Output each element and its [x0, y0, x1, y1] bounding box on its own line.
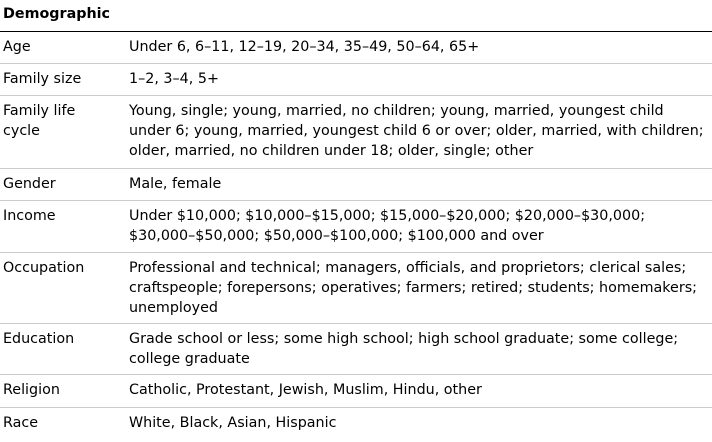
row-value-gender: Male, female [129, 176, 222, 192]
row-value-race: White, Black, Asian, Hispanic [129, 415, 337, 431]
row-value-family-size: 1–2, 3–4, 5+ [129, 71, 219, 87]
row-label-gender: Gender [3, 176, 56, 192]
row-label-occupation: Occupation [3, 260, 85, 276]
table-row-family-size [0, 64, 712, 96]
row-label-family-size: Family size [3, 71, 82, 87]
table-row-race [0, 408, 712, 441]
row-label-age: Age [3, 39, 31, 55]
row-label-family-life-cycle: Family life cycle [3, 103, 76, 139]
row-value-family-life-cycle: Young, single; young, married, no children; young, married, youngest child under 6; young, married, youngest child 6 or over; older, married, with children; older, married, no children under 18; older, single; other [129, 103, 704, 159]
table-row-education [0, 324, 712, 375]
table-row-age [0, 32, 712, 64]
table-row-occupation [0, 253, 712, 324]
table-row-gender [0, 169, 712, 201]
row-label-income: Income [3, 208, 56, 224]
row-value-age: Under 6, 6–11, 12–19, 20–34, 35–49, 50–64, 65+ [129, 39, 480, 55]
table-row-religion [0, 375, 712, 408]
table-header: Demographic [0, 0, 712, 32]
row-value-income: Under $10,000; $10,000–$15,000; $15,000–$20,000; $20,000–$30,000; $30,000–$50,000; $50,000–$100,000; $100,000 and over [129, 208, 646, 244]
row-value-occupation: Professional and technical; managers, officials, and proprietors; clerical sales; craftspeople; forepersons; operatives; farmers; retired; students; homemakers; unemployed [129, 260, 697, 316]
table-row-family-life-cycle [0, 96, 712, 169]
row-label-religion: Religion [3, 382, 60, 398]
row-label-race: Race [3, 415, 39, 431]
row-value-religion: Catholic, Protestant, Jewish, Muslim, Hindu, other [129, 382, 482, 398]
row-value-education: Grade school or less; some high school; high school graduate; some college; college graduate [129, 331, 679, 367]
table-row-income [0, 201, 712, 253]
row-label-education: Education [3, 331, 75, 347]
